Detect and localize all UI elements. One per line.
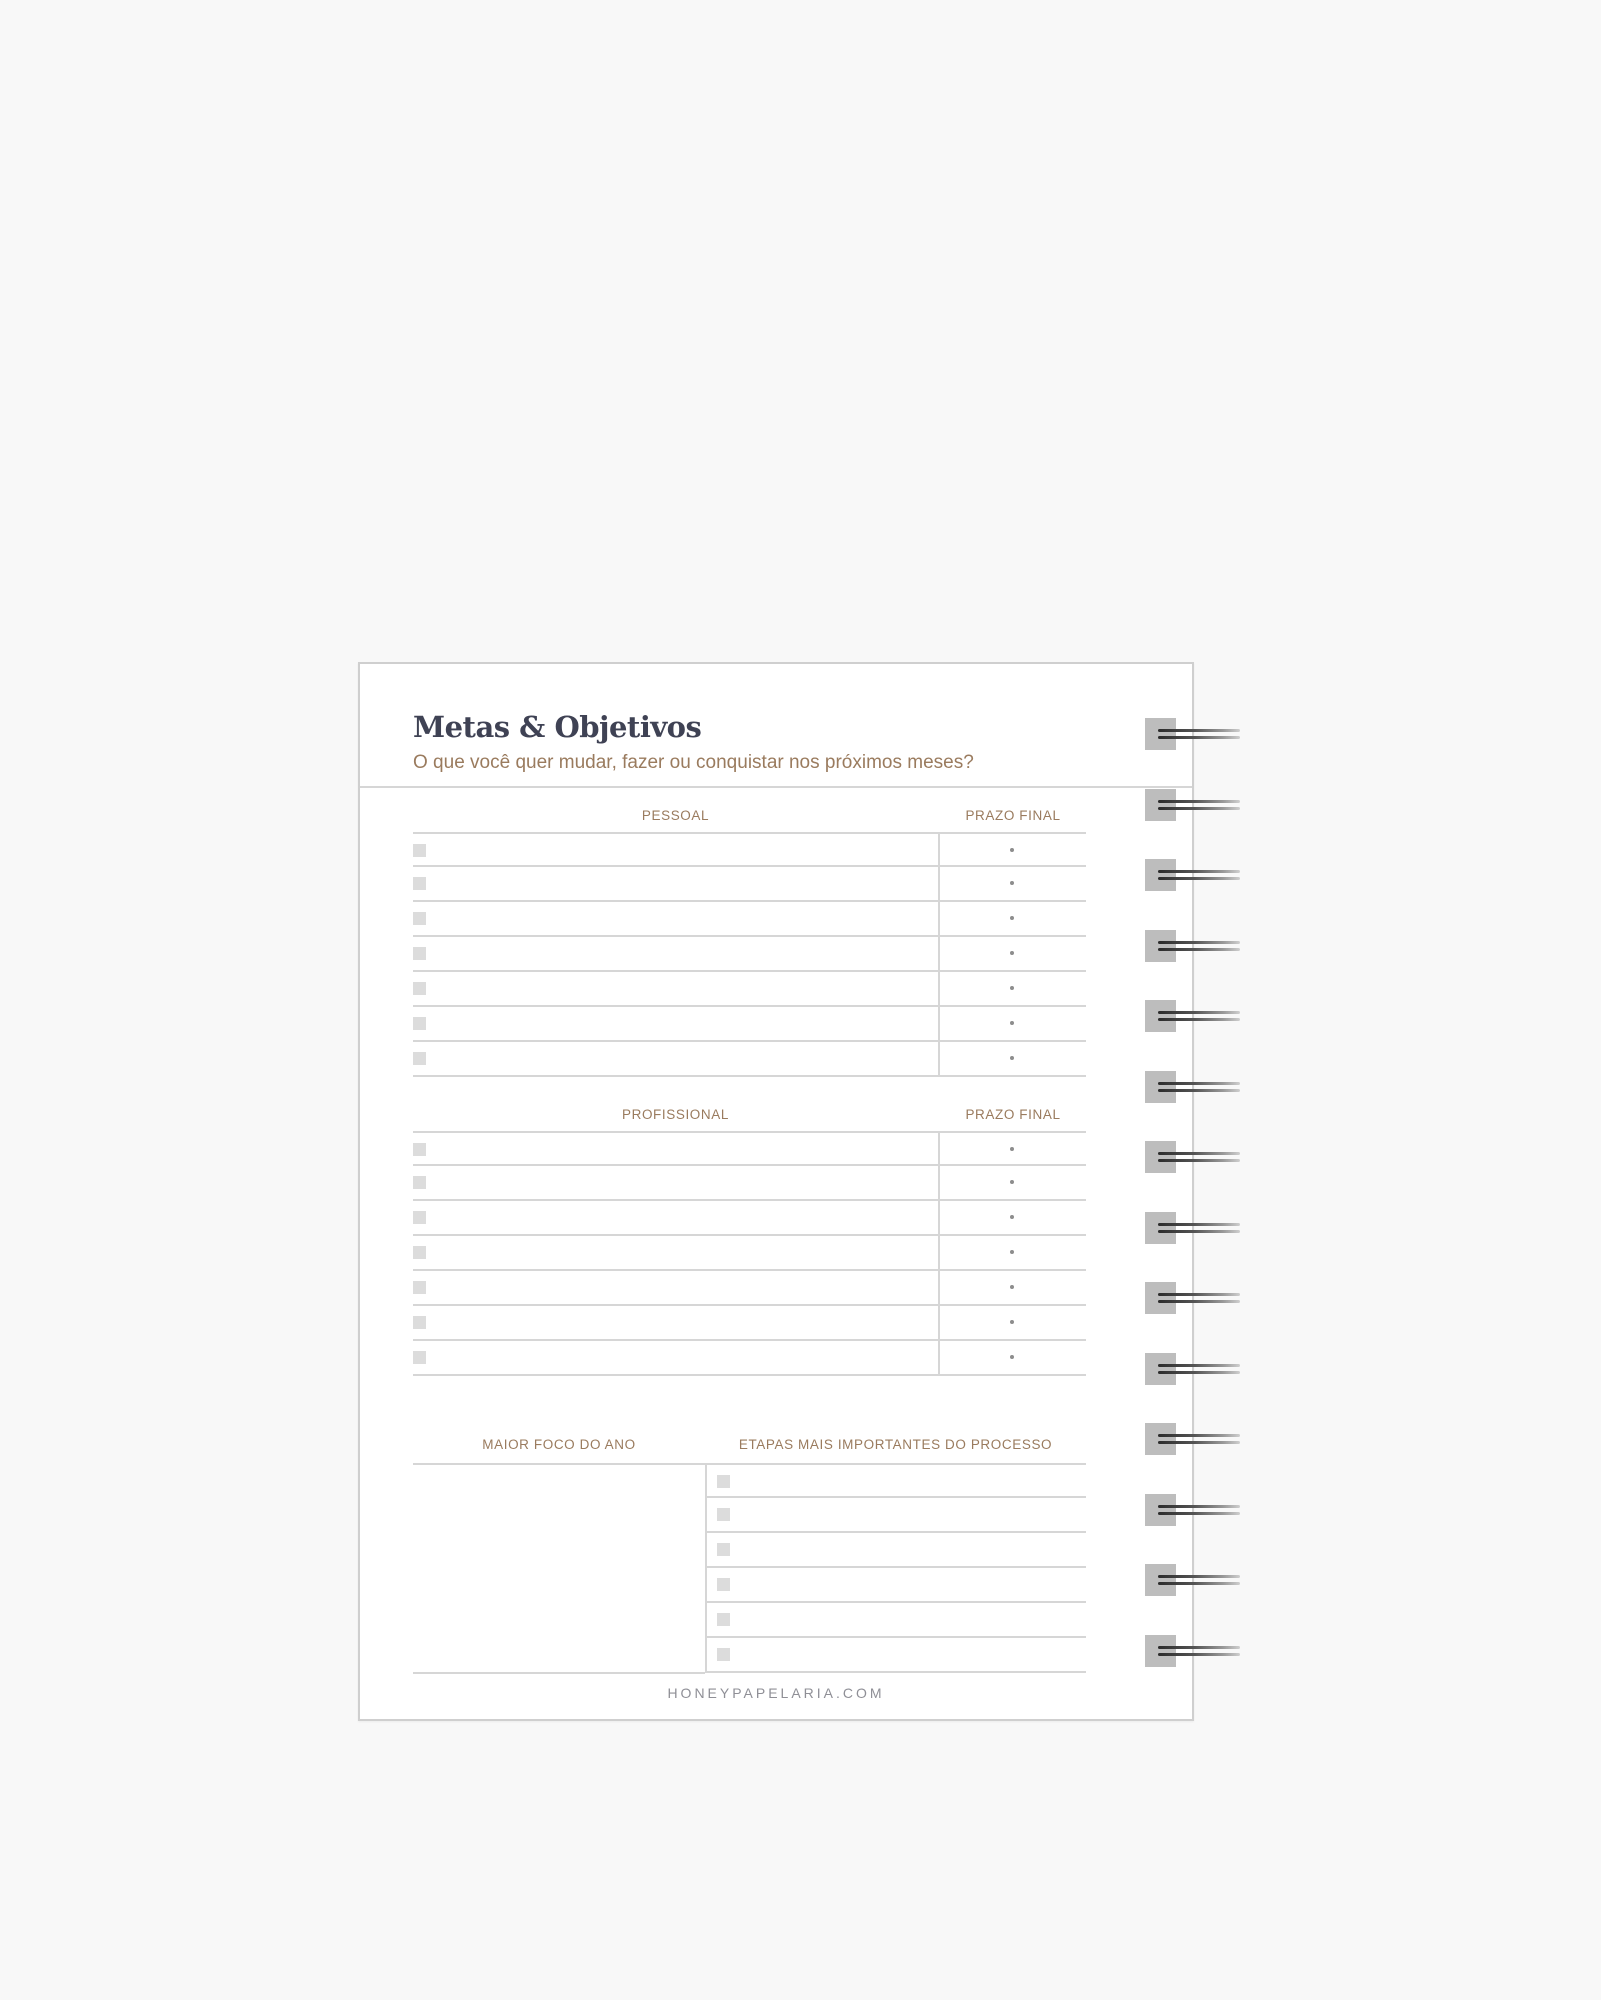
spiral-ring-icon (1145, 859, 1245, 891)
checkbox-square-icon[interactable] (717, 1578, 730, 1591)
spiral-ring-icon (1145, 1423, 1245, 1455)
column-divider (938, 1005, 940, 1042)
binding-hole (1145, 1000, 1176, 1032)
dot-icon (1010, 916, 1014, 920)
checkbox-square-icon[interactable] (413, 1017, 426, 1030)
binding-wire (1158, 807, 1240, 810)
checkbox-square-icon[interactable] (413, 982, 426, 995)
binding-wire (1158, 1364, 1240, 1367)
checkbox-square-icon[interactable] (717, 1508, 730, 1521)
dot-icon (1010, 1250, 1014, 1254)
page-subtitle: O que você quer mudar, fazer ou conquistar nos próximos meses? (413, 752, 974, 773)
binding-hole (1145, 718, 1176, 750)
dot-icon (1010, 1147, 1014, 1151)
column-divider (938, 1339, 940, 1376)
binding-wire (1158, 1646, 1240, 1649)
dot-icon (1010, 881, 1014, 885)
step-row[interactable] (705, 1568, 1086, 1603)
binding-wire (1158, 1082, 1240, 1085)
goal-row[interactable] (413, 1042, 1086, 1077)
binding-wire (1158, 1223, 1240, 1226)
checkbox-square-icon[interactable] (717, 1648, 730, 1661)
checkbox-square-icon[interactable] (717, 1475, 730, 1488)
step-row[interactable] (705, 1603, 1086, 1638)
step-row[interactable] (705, 1638, 1086, 1673)
step-row[interactable] (705, 1463, 1086, 1498)
column-divider (938, 865, 940, 902)
checkbox-square-icon[interactable] (717, 1543, 730, 1556)
spiral-ring-icon (1145, 1564, 1245, 1596)
binding-wire (1158, 1575, 1240, 1578)
checkbox-square-icon[interactable] (413, 947, 426, 960)
spiral-ring-icon (1145, 1635, 1245, 1667)
goal-row[interactable] (413, 1306, 1086, 1341)
checkbox-square-icon[interactable] (413, 1176, 426, 1189)
spiral-ring-icon (1145, 930, 1245, 962)
checkbox-square-icon[interactable] (413, 844, 426, 857)
dot-icon (1010, 1056, 1014, 1060)
checkbox-square-icon[interactable] (413, 1211, 426, 1224)
spiral-ring-icon (1145, 1141, 1245, 1173)
dot-icon (1010, 1180, 1014, 1184)
spiral-ring-icon (1145, 718, 1245, 750)
column-divider (938, 1199, 940, 1236)
binding-hole (1145, 789, 1176, 821)
column-divider (938, 900, 940, 937)
dot-icon (1010, 1285, 1014, 1289)
dot-icon (1010, 951, 1014, 955)
binding-wire (1158, 1018, 1240, 1021)
section-profissional-label: PROFISSIONAL (622, 1107, 729, 1122)
binding-wire (1158, 729, 1240, 732)
column-divider (938, 1040, 940, 1077)
binding-wire (1158, 941, 1240, 944)
goal-row[interactable] (413, 1341, 1086, 1376)
binding-hole (1145, 1141, 1176, 1173)
spiral-ring-icon (1145, 1000, 1245, 1032)
goal-row[interactable] (413, 1007, 1086, 1042)
checkbox-square-icon[interactable] (413, 1143, 426, 1156)
goal-row[interactable] (413, 1131, 1086, 1166)
checkbox-square-icon[interactable] (413, 877, 426, 890)
dot-icon (1010, 1215, 1014, 1219)
steps-list (705, 1463, 1086, 1673)
header-divider (360, 786, 1192, 788)
dot-icon (1010, 986, 1014, 990)
goal-row[interactable] (413, 972, 1086, 1007)
spiral-ring-icon (1145, 1071, 1245, 1103)
binding-wire (1158, 1293, 1240, 1296)
focus-writing-box[interactable] (413, 1463, 705, 1674)
goal-row[interactable] (413, 1236, 1086, 1271)
binding-wire (1158, 1230, 1240, 1233)
dot-icon (1010, 1355, 1014, 1359)
dot-icon (1010, 1021, 1014, 1025)
column-divider (938, 935, 940, 972)
step-row[interactable] (705, 1533, 1086, 1568)
binding-wire (1158, 1300, 1240, 1303)
planner-page (358, 662, 1194, 1721)
binding-hole (1145, 930, 1176, 962)
spiral-ring-icon (1145, 1282, 1245, 1314)
section-pessoal-deadline-label: PRAZO FINAL (965, 808, 1061, 823)
binding-wire (1158, 800, 1240, 803)
focus-main-label: MAIOR FOCO DO ANO (482, 1437, 636, 1452)
goal-row[interactable] (413, 902, 1086, 937)
focus-area (413, 1463, 1086, 1674)
checkbox-square-icon[interactable] (413, 1351, 426, 1364)
binding-hole (1145, 1353, 1176, 1385)
binding-hole (1145, 1423, 1176, 1455)
section-pessoal-label: PESSOAL (641, 808, 710, 823)
binding-wire (1158, 1371, 1240, 1374)
goal-row[interactable] (413, 1201, 1086, 1236)
column-divider (938, 970, 940, 1007)
focus-steps-label: ETAPAS MAIS IMPORTANTES DO PROCESSO (738, 1437, 1053, 1452)
binding-hole (1145, 1212, 1176, 1244)
binding-wire (1158, 1505, 1240, 1508)
dot-icon (1010, 848, 1014, 852)
goal-row[interactable] (413, 1271, 1086, 1306)
checkbox-square-icon[interactable] (717, 1613, 730, 1626)
checkbox-square-icon[interactable] (413, 912, 426, 925)
binding-hole (1145, 1494, 1176, 1526)
binding-wire (1158, 877, 1240, 880)
dot-icon (1010, 1320, 1014, 1324)
binding-wire (1158, 1434, 1240, 1437)
column-divider (938, 1234, 940, 1271)
binding-wire (1158, 1582, 1240, 1585)
spiral-ring-icon (1145, 1212, 1245, 1244)
checkbox-square-icon[interactable] (413, 1316, 426, 1329)
goals-table-pessoal (413, 832, 1086, 1077)
binding-hole (1145, 1635, 1176, 1667)
column-divider (938, 1131, 940, 1166)
binding-wire (1158, 1089, 1240, 1092)
spiral-ring-icon (1145, 1494, 1245, 1526)
checkbox-square-icon[interactable] (413, 1052, 426, 1065)
column-divider (938, 1304, 940, 1341)
goal-row[interactable] (413, 937, 1086, 972)
binding-hole (1145, 859, 1176, 891)
binding-wire (1158, 1152, 1240, 1155)
binding-wire (1158, 948, 1240, 951)
spiral-ring-icon (1145, 789, 1245, 821)
binding-wire (1158, 1441, 1240, 1444)
binding-wire (1158, 1512, 1240, 1515)
goals-table-profissional (413, 1131, 1086, 1376)
binding-hole (1145, 1282, 1176, 1314)
spiral-ring-icon (1145, 1353, 1245, 1385)
column-divider (938, 832, 940, 867)
binding-wire (1158, 1159, 1240, 1162)
step-row[interactable] (705, 1498, 1086, 1533)
goal-row[interactable] (413, 867, 1086, 902)
checkbox-square-icon[interactable] (413, 1281, 426, 1294)
binding-wire (1158, 1653, 1240, 1656)
binding-hole (1145, 1564, 1176, 1596)
goal-row[interactable] (413, 832, 1086, 867)
checkbox-square-icon[interactable] (413, 1246, 426, 1259)
binding-wire (1158, 1011, 1240, 1014)
goal-row[interactable] (413, 1166, 1086, 1201)
page-title: Metas & Objetivos (413, 710, 702, 744)
column-divider (938, 1269, 940, 1306)
column-divider (938, 1164, 940, 1201)
section-profissional-deadline-label: PRAZO FINAL (965, 1107, 1061, 1122)
footer-url: HONEYPAPELARIA.COM (667, 1685, 885, 1701)
binding-hole (1145, 1071, 1176, 1103)
binding-wire (1158, 736, 1240, 739)
binding-wire (1158, 870, 1240, 873)
